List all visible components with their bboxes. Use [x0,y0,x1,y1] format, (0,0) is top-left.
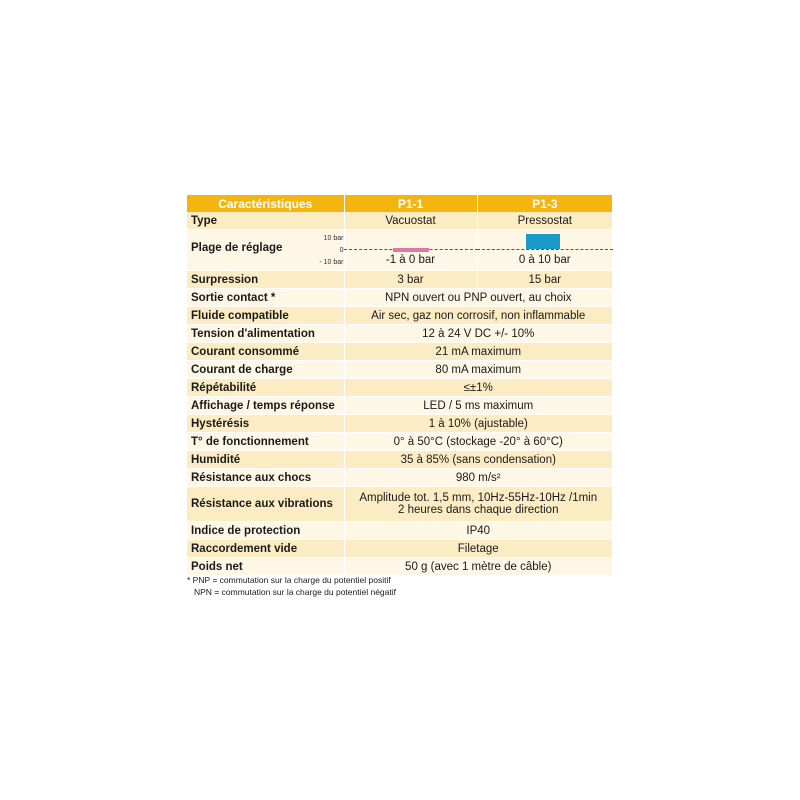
footnote-npn: NPN = commutation sur la charge du potentiel négatif [194,587,396,597]
plage-p1-1-cell [344,230,477,271]
row-value [344,487,612,522]
row-label: Type [187,212,344,230]
scale-tick-10: 10 bar [323,235,344,242]
scale-tick-0: 0 [339,247,344,254]
footnote-pnp: * PNP = commutation sur la charge du potentiel positif [187,575,391,585]
row-value-p1-3: 15 bar [477,271,612,289]
table-row [187,289,612,307]
table-row [187,212,612,230]
row-label: Raccordement vide [187,540,344,558]
row-label: Courant de charge [187,361,344,379]
row-value: 80 mA maximum [344,361,612,379]
row-value-p1-3: Pressostat [477,212,612,230]
row-value-p1-3: 0 à 10 bar [518,254,571,266]
row-value-p1-1: -1 à 0 bar [385,254,436,266]
row-value: Air sec, gaz non corrosif, non inflammable [344,307,612,325]
header-caracteristiques: Caractéristiques [187,195,344,212]
table-row [187,487,612,522]
row-value: 21 mA maximum [344,343,612,361]
row-label: T° de fonctionnement [187,433,344,451]
plage-p1-3-cell [477,230,612,271]
table-row [187,522,612,540]
row-label: Résistance aux chocs [187,469,344,487]
row-value: ≤±1% [344,379,612,397]
row-value-p1-1: Vacuostat [344,212,477,230]
table-row [187,343,612,361]
zero-line [477,249,614,250]
table-row [187,307,612,325]
row-value: LED / 5 ms maximum [344,397,612,415]
row-label: Fluide compatible [187,307,344,325]
header-p1-3: P1-3 [477,195,612,212]
table-row [187,325,612,343]
row-label: Courant consommé [187,343,344,361]
row-label: Affichage / temps réponse [187,397,344,415]
row-value: IP40 [344,522,612,540]
spec-table-container [187,195,612,576]
row-label: Sortie contact * [187,289,344,307]
table-row [187,540,612,558]
table-row [187,558,612,576]
row-value: 35 à 85% (sans condensation) [344,451,612,469]
table-row-plage [187,230,612,271]
table-row [187,451,612,469]
footnotes [187,574,396,598]
row-value: 12 à 24 V DC +/- 10% [344,325,612,343]
row-label: Plage de réglage [191,242,283,254]
table-row [187,469,612,487]
row-label: Surpression [187,271,344,289]
table-row [187,433,612,451]
row-value: 50 g (avec 1 mètre de câble) [344,558,612,576]
table-row [187,379,612,397]
row-label: Poids net [187,558,344,576]
row-value: 1 à 10% (ajustable) [344,415,612,433]
row-value: Filetage [344,540,612,558]
spec-table [187,195,612,576]
scale-tick-minus10: - 10 bar [319,259,344,266]
row-label: Hystérésis [187,415,344,433]
row-label: Répétabilité [187,379,344,397]
plage-label-cell [187,230,344,271]
row-value-line1: Amplitude tot. 1,5 mm, 10Hz-55Hz-10Hz /1min [359,492,598,504]
header-row [187,195,612,212]
row-value-line2: 2 heures dans chaque direction [398,504,559,516]
table-row [187,271,612,289]
table-row [187,415,612,433]
row-label: Résistance aux vibrations [187,487,344,522]
row-label: Humidité [187,451,344,469]
table-row [187,397,612,415]
row-label: Indice de protection [187,522,344,540]
row-value: 0° à 50°C (stockage -20° à 60°C) [344,433,612,451]
range-bar-p1-1 [393,248,429,252]
row-label: Tension d'alimentation [187,325,344,343]
row-value-p1-1: 3 bar [344,271,477,289]
row-value: 980 m/s² [344,469,612,487]
range-bar-p1-3 [526,234,560,249]
row-value: NPN ouvert ou PNP ouvert, au choix [344,289,612,307]
table-row [187,361,612,379]
header-p1-1: P1-1 [344,195,477,212]
